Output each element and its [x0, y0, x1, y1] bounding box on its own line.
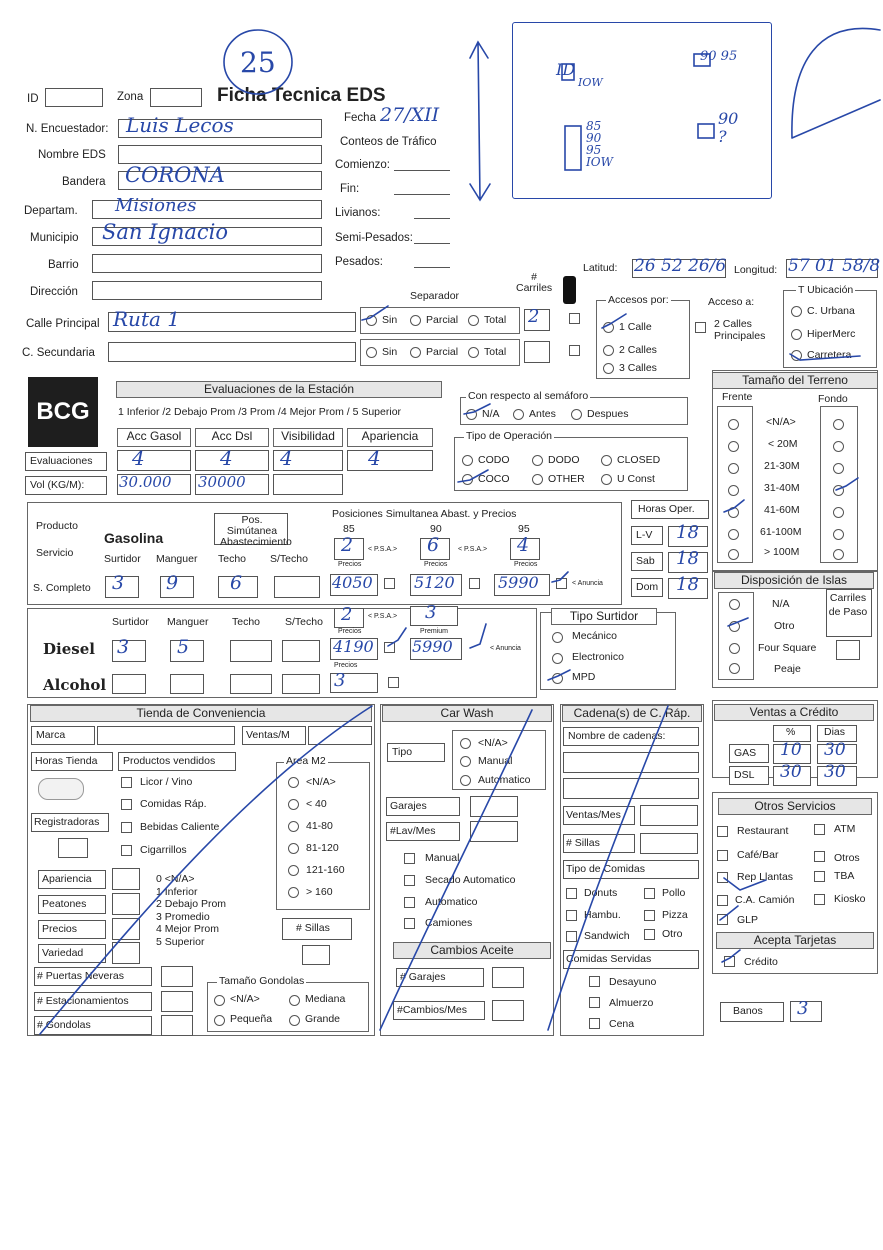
- separador-title: Separador: [410, 290, 460, 302]
- sketch-pump-4: [698, 124, 714, 138]
- area-40-label: < 40: [306, 798, 327, 810]
- comida-hambu-label: Hambu.: [584, 909, 621, 921]
- cw-na-label: <N/A>: [478, 737, 508, 749]
- cw-garajes-label: Garajes: [390, 800, 427, 812]
- tam-na-label: <N/A>: [230, 993, 260, 1005]
- barrio-label: Barrio: [48, 259, 79, 271]
- islas-header: Disposición de Islas: [714, 572, 874, 589]
- otros-tba-label: TBA: [834, 870, 855, 882]
- servida-almuerzo-label: Almuerzo: [609, 997, 654, 1009]
- horas-tienda-label: Horas Tienda: [35, 755, 98, 767]
- area-gt160-label: > 160: [306, 886, 333, 898]
- accesos-1-label: 1 Calle: [619, 321, 652, 333]
- check-glp: [720, 906, 738, 920]
- otros-cafe-label: Café/Bar: [737, 849, 779, 861]
- variedad-label: Variedad: [42, 947, 84, 959]
- banos-label: Banos: [733, 1005, 763, 1017]
- terreno-opt-40: 31-40M: [764, 482, 800, 494]
- ubic-carretera-label: Carretera: [807, 349, 852, 361]
- tam-pequena-label: Pequeña: [230, 1013, 273, 1025]
- longitud-value: 57 01 58/8: [788, 256, 881, 276]
- area-120-label: 81-120: [306, 842, 339, 854]
- cw-manual-check-label: Manual: [425, 852, 460, 864]
- eval-row-label: Evaluaciones: [30, 455, 93, 467]
- eval-col-apariencia: Apariencia: [347, 428, 433, 447]
- otros-glp-label: GLP: [737, 914, 759, 926]
- cw-manual-label: Manual: [478, 755, 513, 767]
- diesel-manguer-value: 5: [177, 636, 190, 658]
- credito-pct-label: %: [786, 726, 796, 738]
- otros-kiosko-label: Kiosko: [834, 893, 866, 905]
- credito-gas-pct: 10: [780, 740, 802, 760]
- pesados-label: Pesados:: [335, 256, 383, 268]
- terreno-opt-na: <N/A>: [766, 416, 796, 428]
- marca-label: Marca: [36, 729, 66, 741]
- page-title: Ficha Tecnica EDS: [217, 85, 386, 106]
- cw-lav-label: #Lav/Mes: [390, 825, 436, 837]
- sketch-pump-3: [565, 126, 581, 170]
- comida-pizza-label: Pizza: [662, 909, 688, 921]
- encuestador-label: N. Encuestador:: [26, 123, 109, 135]
- techo-value: 6: [230, 572, 243, 594]
- vol-value-2: 30000: [198, 473, 246, 491]
- terreno-frente: Frente: [722, 391, 753, 403]
- anuncia-label-2: < Anuncia: [490, 645, 521, 652]
- eval-apariencia-value: 4: [368, 446, 381, 470]
- otros-header: Otros Servicios: [718, 798, 872, 815]
- evaluaciones-scale: 1 Inferior /2 Debajo Prom /3 Prom /4 Mejor Prom / 5 Superior: [118, 406, 402, 418]
- cadena-sillas-label: # Sillas: [566, 837, 600, 849]
- departam-label: Departam.: [24, 205, 78, 217]
- psa-1: < P.S.A.>: [368, 546, 398, 553]
- strike-carwash: [380, 710, 532, 1030]
- carwash-header: Car Wash: [382, 705, 552, 722]
- fin-label: Fin:: [340, 183, 360, 195]
- servicio-label: Servicio: [36, 547, 74, 559]
- scale-item-0: 0 <N/A>: [156, 873, 195, 885]
- cadena-ventas-label: Ventas/Mes: [566, 809, 621, 821]
- check-credito: [722, 950, 740, 962]
- eval-col-visibilidad: Visibilidad: [273, 428, 343, 447]
- comienzo-label: Comienzo:: [335, 159, 390, 171]
- strike-cadena: [548, 706, 668, 1030]
- sketch-icon1-sub: IOW: [578, 76, 603, 89]
- precios-label-2: Precios: [424, 561, 448, 568]
- price-90-value: 5120: [414, 573, 455, 592]
- strike-tienda: [40, 706, 372, 1034]
- alcohol-label: Alcohol: [43, 676, 107, 694]
- otros-restaurant-label: Restaurant: [737, 825, 789, 837]
- horas-lv-label: L-V: [636, 529, 653, 541]
- scale-item-3: 3 Promedio: [156, 910, 210, 923]
- cw-automatico-label: Automatico: [425, 896, 478, 908]
- cambios-garajes-label: # Garajes: [400, 971, 446, 983]
- ventas-m-label: Ventas/M: [246, 729, 290, 741]
- op-coco-label: COCO: [478, 473, 510, 485]
- sketch-pump-1: [562, 64, 574, 80]
- check-diesel: [388, 628, 406, 646]
- col-stecho: S/Techo: [270, 553, 308, 565]
- precios-label-1: Precios: [338, 561, 362, 568]
- diesel-price-value: 4190: [333, 637, 374, 656]
- semaforo-na-label: N/A: [482, 408, 500, 420]
- peatones-label: Peatones: [42, 898, 87, 910]
- ubicacion-title: T Ubicación: [798, 284, 854, 296]
- puertas-label: # Puertas Neveras: [37, 970, 124, 982]
- check-otro: [728, 618, 748, 626]
- islas-na-label: N/A: [772, 598, 790, 610]
- premium-label: Premium: [420, 628, 449, 635]
- sep-parcial-label-2: Parcial: [426, 346, 459, 358]
- credito-header: Ventas a Crédito: [714, 704, 874, 721]
- check-fondo-40: [836, 478, 858, 490]
- bandera-label: Bandera: [62, 176, 106, 188]
- area-80-label: 41-80: [306, 820, 333, 832]
- credito-gas-dias: 30: [824, 740, 846, 760]
- latitud-value: 26 52 26/6: [634, 256, 727, 276]
- sketch-pump-2: [694, 54, 710, 66]
- eval-visibilidad-value: 4: [280, 446, 293, 470]
- sketch-curve: [792, 28, 880, 138]
- octane-90: 90: [430, 523, 442, 535]
- banos-value: 3: [797, 998, 809, 1019]
- check-sin: [362, 306, 388, 320]
- livianos-label: Livianos:: [335, 207, 381, 219]
- comida-pollo-label: Pollo: [662, 887, 686, 899]
- terreno-opt-20: < 20M: [768, 438, 798, 450]
- eval-col-accdsl: Acc Dsl: [195, 428, 269, 447]
- diesel-surtidor-value: 3: [117, 636, 130, 658]
- surtidor-elec-label: Electronico: [572, 651, 624, 663]
- terreno-header: Tamaño del Terreno: [712, 372, 878, 389]
- cw-secado-label: Secado Automatico: [425, 874, 516, 886]
- octane-95: 95: [518, 523, 530, 535]
- prod-licor-label: Licor / Vino: [140, 776, 193, 788]
- secundaria-label: C. Secundaria: [22, 347, 95, 359]
- prod-bebidas-label: Bebidas Caliente: [140, 821, 220, 833]
- horas-lv-value: 18: [676, 522, 699, 543]
- calle-principal-label: Calle Principal: [26, 318, 100, 330]
- semipesados-label: Semi-Pesados:: [335, 232, 413, 244]
- gasolina-label: Gasolina: [104, 530, 164, 546]
- producto-label: Producto: [36, 520, 79, 532]
- surtidor-title: Tipo Surtidor: [551, 608, 657, 625]
- tarjetas-credito-label: Crédito: [744, 956, 778, 968]
- credito-dsl-label: DSL: [734, 769, 755, 781]
- cadena-header: Cadena(s) de C. Ráp.: [562, 705, 702, 722]
- id-label: ID: [27, 93, 39, 105]
- horas-sab-value: 18: [676, 548, 699, 569]
- horas-dom-label: Dom: [636, 581, 659, 593]
- check-na: [464, 404, 490, 414]
- circle-mark: [224, 30, 292, 94]
- longitud-label: Longitud:: [734, 264, 778, 276]
- sep-sin-label-1: Sin: [382, 314, 398, 326]
- vol-value-1: 30.000: [119, 473, 172, 491]
- scale-item-1: 1 Inferior: [156, 885, 198, 898]
- tienda-header: Tienda de Conveniencia: [30, 705, 372, 722]
- check-anuncia: [552, 572, 568, 582]
- accesos-title: Accesos por:: [608, 294, 669, 306]
- cw-auto-label: Automatico: [478, 774, 531, 786]
- premium-pos-value: 3: [425, 602, 437, 623]
- semaforo-despues-label: Despues: [587, 408, 629, 420]
- terreno-opt-60: 41-60M: [764, 504, 800, 516]
- pos-sim-label: Pos. Simútanea Abastecimiento: [220, 514, 292, 548]
- op-closed-label: CLOSED: [617, 454, 661, 466]
- evaluaciones-header: Evaluaciones de la Estación: [116, 381, 442, 398]
- tipo-comidas-label: Tipo de Comidas: [566, 863, 645, 875]
- municipio-value: San Ignacio: [102, 220, 229, 244]
- credito-dsl-dias: 30: [824, 762, 846, 782]
- calle-principal-value: Ruta 1: [113, 307, 180, 331]
- direccion-label: Dirección: [30, 286, 78, 298]
- islas-otro-label: Otro: [774, 620, 795, 632]
- price-85-value: 4050: [332, 573, 373, 592]
- prod-comidas-label: Comidas Ráp.: [140, 798, 207, 810]
- check-camion: [724, 878, 766, 890]
- tarjetas-header: Acepta Tarjetas: [716, 932, 874, 949]
- tam-gondolas-title: Tamaño Gondolas: [219, 975, 305, 987]
- sketch-icon2: 90 95: [700, 49, 738, 64]
- terreno-opt-30: 21-30M: [764, 460, 800, 472]
- diesel-pos-value: 2: [341, 604, 353, 625]
- ubic-urbana-label: C. Urbana: [807, 305, 855, 317]
- vol-label: Vol (KG/M):: [30, 479, 85, 491]
- pos-90-value: 6: [427, 534, 440, 556]
- credito-dsl-pct: 30: [780, 762, 802, 782]
- trafico-title: Conteos de Tráfico: [340, 136, 437, 148]
- carriles-value: 2: [528, 306, 540, 327]
- islas-peaje-label: Peaje: [774, 663, 801, 675]
- op-dodo-label: DODO: [548, 454, 580, 466]
- sep-total-label-1: Total: [484, 314, 507, 326]
- carriles-paso-label: Carriles de Paso: [828, 592, 868, 618]
- bandera-value: CORONA: [125, 163, 225, 187]
- servida-cena-label: Cena: [609, 1018, 635, 1030]
- credito-gas-label: GAS: [734, 747, 757, 759]
- comida-otro-label: Otro: [662, 928, 683, 940]
- psa-3: < P.S.A.>: [368, 613, 398, 620]
- op-other-label: OTHER: [548, 473, 585, 485]
- d-col-stecho: S/Techo: [285, 616, 323, 628]
- zona-label: Zona: [117, 91, 144, 103]
- servida-desayuno-label: Desayuno: [609, 976, 657, 988]
- pos-85-value: 2: [341, 534, 354, 556]
- eval-col-accgasol: Acc Gasol: [117, 428, 191, 447]
- sep-sin-label-2: Sin: [382, 346, 398, 358]
- credito-dias-label: Dias: [824, 726, 846, 738]
- col-manguer: Manguer: [156, 553, 198, 565]
- horas-sab-label: Sab: [636, 555, 655, 567]
- price-95-value: 5990: [498, 573, 539, 592]
- horas-dom-value: 18: [676, 574, 699, 595]
- diesel-label: Diesel: [43, 640, 95, 658]
- registradoras-label: Registradoras: [34, 816, 100, 828]
- area-title: Area M2: [286, 755, 326, 767]
- octane-85: 85: [343, 523, 355, 535]
- semaforo-antes-label: Antes: [529, 408, 556, 420]
- sep-total-label-2: Total: [484, 346, 507, 358]
- scale-item-5: 5 Superior: [156, 935, 205, 948]
- bcg-logo: BCG: [28, 377, 98, 447]
- sketch-icon3: 85 90 95 IOW: [586, 119, 613, 169]
- check-frente-60: [724, 500, 744, 512]
- surtidor-value: 3: [112, 572, 125, 594]
- precios-label-3: Precios: [514, 561, 538, 568]
- cadena-nombre-label: Nombre de cadenas:: [568, 730, 666, 742]
- operacion-title: Tipo de Operación: [466, 430, 552, 442]
- eval-accgasol-value: 4: [132, 446, 145, 470]
- ubic-hiper-label: HiperMerc: [807, 328, 856, 340]
- area-160-label: 121-160: [306, 864, 345, 876]
- terreno-opt-gt100: > 100M: [764, 546, 800, 558]
- encuestador-value: Luis Lecos: [126, 113, 234, 137]
- terreno-opt-100: 61-100M: [760, 526, 802, 538]
- departam-value: Misiones: [115, 195, 197, 216]
- d-col-techo: Techo: [232, 616, 261, 628]
- sketch-icon1: ID: [556, 60, 576, 79]
- cw-tipo-label: Tipo: [392, 746, 413, 758]
- op-codo-label: CODO: [478, 454, 510, 466]
- horas-title: Horas Oper.: [638, 503, 695, 515]
- fecha-value: 27/XII: [380, 104, 440, 126]
- op-uconst-label: U Const: [617, 473, 655, 485]
- otros-llantas-label: Rep Llantas: [737, 871, 794, 883]
- alcohol-price-value: 3: [334, 670, 346, 691]
- precios-label-4: Precios: [338, 628, 362, 635]
- apariencia-label: Apariencia: [42, 873, 92, 885]
- estacionamientos-label: # Estacionamientos: [37, 995, 129, 1007]
- premium-price-value: 5990: [412, 637, 453, 656]
- tienda-sillas-label: # Sillas: [296, 922, 330, 934]
- prod-cigarrillos-label: Cigarrillos: [140, 844, 187, 856]
- accesos-2-label: 2 Calles: [619, 344, 657, 356]
- terreno-fondo: Fondo: [818, 393, 848, 405]
- d-col-surtidor: Surtidor: [112, 616, 149, 628]
- s-completo-label: S. Completo: [33, 582, 91, 594]
- semaforo-title: Con respecto al semáforo: [468, 390, 589, 402]
- surtidor-mec-label: Mecánico: [572, 630, 617, 642]
- acceso-a-title: Acceso a:: [708, 296, 755, 308]
- gondolas-label: # Gondolas: [37, 1019, 91, 1031]
- check-premium: [470, 624, 486, 648]
- area-na-label: <N/A>: [306, 776, 336, 788]
- accesos-3-label: 3 Calles: [619, 362, 657, 374]
- check-mpd: [548, 670, 570, 680]
- tam-mediana-label: Mediana: [305, 993, 346, 1005]
- productos-label: Productos vendidos: [123, 755, 216, 767]
- check-1calle: [602, 314, 626, 328]
- tam-grande-label: Grande: [305, 1013, 341, 1025]
- col-techo: Techo: [218, 553, 247, 565]
- anuncia-label-1: < Anuncia: [572, 580, 603, 587]
- surtidor-mpd-label: MPD: [572, 671, 596, 683]
- fecha-label: Fecha: [344, 112, 376, 124]
- pos-precios-label: Posiciones Simultanea Abast. y Precios: [332, 508, 517, 520]
- cambios-mes-label: #Cambios/Mes: [397, 1004, 468, 1016]
- precios-label-5: Precios: [334, 662, 358, 669]
- scale-item-2: 2 Debajo Prom: [156, 898, 227, 910]
- servidas-label: Comidas Servidas: [566, 953, 652, 965]
- check-carretera: [790, 354, 860, 360]
- scale-item-4: 4 Mejor Prom: [156, 923, 220, 935]
- col-surtidor: Surtidor: [104, 553, 141, 565]
- comida-sandwich-label: Sandwich: [584, 930, 630, 942]
- d-col-manguer: Manguer: [167, 616, 209, 628]
- latitud-label: Latitud:: [583, 262, 618, 274]
- cw-camiones-label: Camiones: [425, 917, 473, 929]
- eval-accdsl-value: 4: [220, 446, 233, 470]
- sep-parcial-label-1: Parcial: [426, 314, 459, 326]
- otros-otros-label: Otros: [834, 852, 860, 864]
- otros-camion-label: C.A. Camión: [735, 894, 795, 906]
- pos-95-value: 4: [517, 534, 530, 556]
- acceso-a-label: 2 Calles Principales: [714, 318, 766, 342]
- otros-atm-label: ATM: [834, 823, 856, 835]
- circled-number: 25: [240, 46, 276, 79]
- sketch-icon4: 90 ?: [718, 109, 739, 146]
- cambios-header: Cambios Aceite: [393, 942, 551, 959]
- comida-donuts-label: Donuts: [584, 887, 618, 899]
- manguer-value: 9: [166, 572, 179, 594]
- islas-four-label: Four Square: [758, 642, 817, 654]
- psa-2: < P.S.A.>: [458, 546, 488, 553]
- check-coco: [458, 470, 488, 482]
- municipio-label: Municipio: [30, 232, 79, 244]
- nombre-label: Nombre EDS: [38, 149, 106, 161]
- carriles-label: # Carriles: [516, 271, 553, 294]
- precios-label: Precios: [42, 923, 78, 935]
- vertical-arrow: [470, 42, 490, 200]
